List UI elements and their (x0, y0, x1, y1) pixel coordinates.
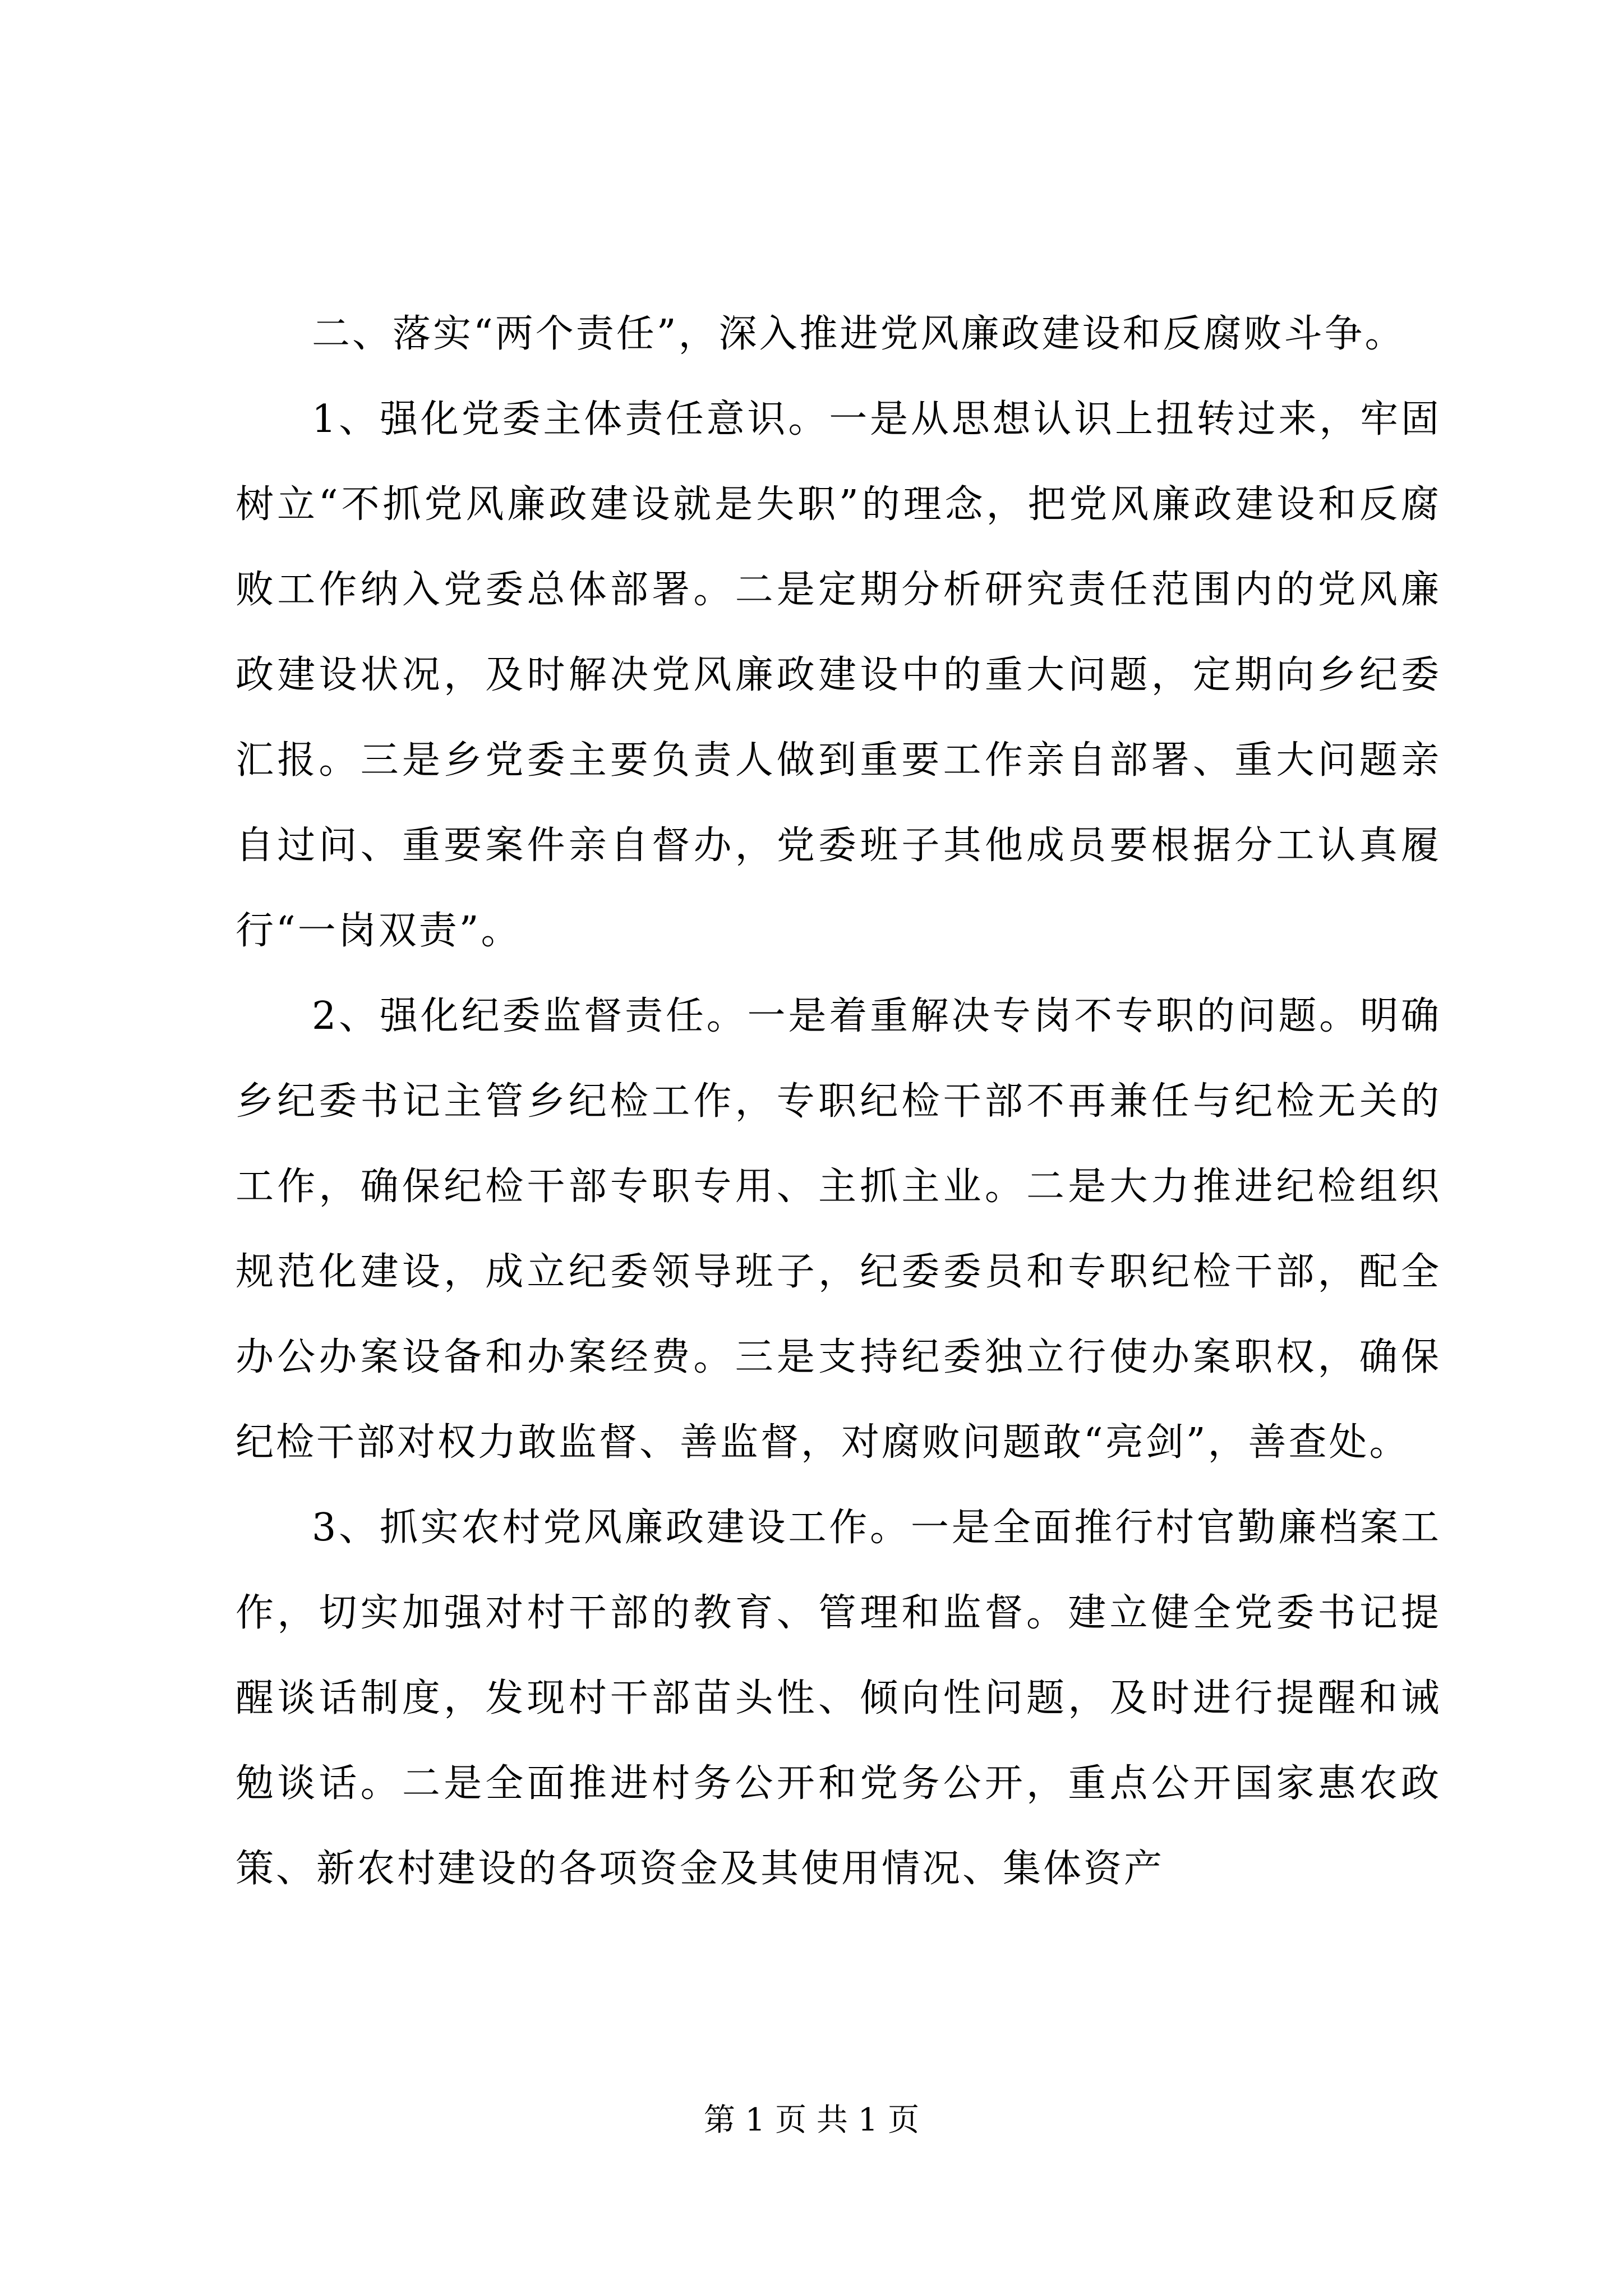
section-heading-paragraph: 二、落实“两个责任”，深入推进党风廉政建设和反腐败斗争。 (312, 312, 1405, 356)
document-body (236, 292, 1441, 1912)
paragraph-rural-integrity-work: 3、抓实农村党风廉政建设工作。一是全面推行村官勤廉档案工作，切实加强对村干部的教育、管理和监督。建立健全党委书记提醒谈话制度，发现村干部苗头性、倾向性问题，及时进行提醒和诫勉谈话。二是全面推进村务公开和党务公开，重点公开国家惠农政策、新农村建设的各项资金及其使用情况、集体资产 (236, 1506, 1441, 1891)
paragraph-discipline-supervision: 2、强化纪委监督责任。一是着重解决专岗不专职的问题。明确乡纪委书记主管乡纪检工作，专职纪检干部不再兼任与纪检无关的工作，确保纪检干部专职专用、主抓主业。二是大力推进纪检组织规范化建设，成立纪委领导班子，纪委委员和专职纪检干部，配全办公办案设备和办案经费。三是支持纪委独立行使办案职权，确保纪检干部对权力敢监督、善监督，对腐败问题敢“亮剑”，善查处。 (236, 994, 1441, 1465)
page-footer: 第 1 页 共 1 页 (703, 2102, 920, 2138)
paragraph-party-committee-responsibility: 1、强化党委主体责任意识。一是从思想认识上扭转过来，牢固树立“不抓党风廉政建设就是失职”的理念，把党风廉政建设和反腐败工作纳入党委总体部署。二是定期分析研究责任范围内的党风廉政建设状况，及时解决党风廉政建设中的重大问题，定期向乡纪委汇报。三是乡党委主要负责人做到重要工作亲自部署、重大问题亲自过问、重要案件亲自督办，党委班子其他成员要根据分工认真履行“一岗双责”。 (236, 397, 1441, 953)
